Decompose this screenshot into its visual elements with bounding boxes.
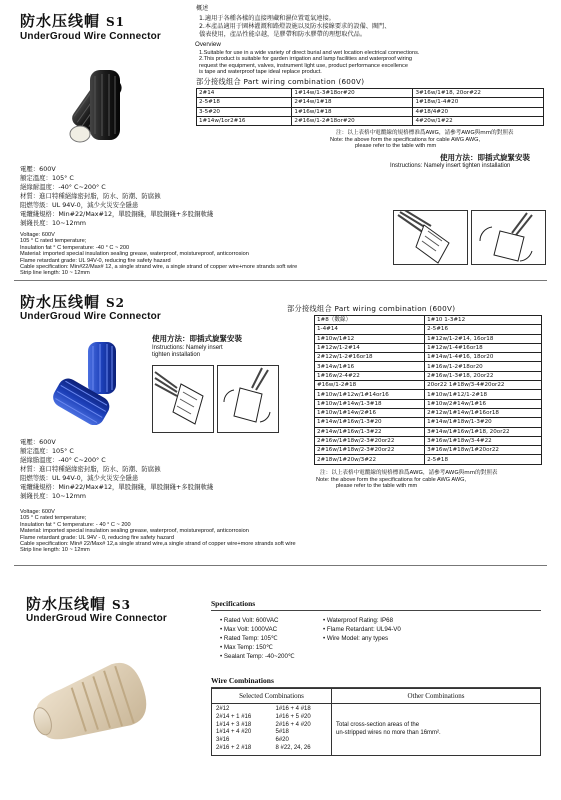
s1-table-cell: 3-5#20 <box>197 107 292 116</box>
s1-table-row <box>197 89 544 98</box>
s1-comb-table <box>196 88 544 126</box>
s2-table-cell: 1#10w/1#12w/1#14or16 <box>315 390 425 399</box>
s3-col-selected: Selected Combinations <box>212 689 332 704</box>
s3-wire-header: Wire Combinations <box>211 676 274 685</box>
s2-table-cell: 1#14w/1#18w/1-3#20 <box>425 418 542 427</box>
s2-title: 防水压线帽 S2 <box>20 293 126 311</box>
s2-table-cell: 1#16w/1-2#18or20 <box>425 362 542 371</box>
s2-comb-table <box>314 315 542 465</box>
s1-howto-cn: 使用方法：即插式旋緊安裝 <box>440 153 530 162</box>
s1-note-cn: 注：以上表格中電纜線的規格標准爲AWG，請參考AWG與mm的對照表 <box>336 130 514 136</box>
s1-title: 防水压线帽 S1 <box>20 12 126 30</box>
s2-table-cell: 1-4#14 <box>315 325 425 334</box>
s2-table-row <box>315 408 542 417</box>
s2-table-cell: 2#14w/1#16w/1-3#22 <box>315 427 425 436</box>
s2-table-row <box>315 399 542 408</box>
s3-other-text: Total cross-section areas of the un-stripped wires no more than 16mm². <box>332 704 541 756</box>
s1-code: S1 <box>106 15 126 29</box>
s2-table-row <box>315 418 542 427</box>
s2-table-cell: 1#16w/2-4#22 <box>315 371 425 380</box>
s2-table-cell: 1#14w/1-4#16, 18or20 <box>425 353 542 362</box>
s1-table-cell: 2#14w/1#18 <box>292 98 413 107</box>
s2-table-cell: 1#14w/1#16w/1-3#20 <box>315 418 425 427</box>
s2-table-cell: 2#16w/1#18w/2-3#20or22 <box>315 446 425 455</box>
s2-table-cell: 1#10 1-3#12 <box>425 316 542 325</box>
s2-table-cell: 20or22 1#18w/3-4#20or22 <box>425 381 542 390</box>
s2-table-cell: 2#12w/1#14w/1#16or18 <box>425 408 542 417</box>
s1-table-row <box>197 116 544 125</box>
s2-table-row <box>315 325 542 334</box>
s2-product-image <box>30 330 140 425</box>
s2-table-cell: 2-5#16 <box>425 325 542 334</box>
s2-table-cell: 2#12w/1-2#16or18 <box>315 353 425 362</box>
s1-table-cell: 2-5#18 <box>197 98 292 107</box>
s2-table-row <box>315 316 542 325</box>
s2-divider <box>14 565 547 566</box>
s1-specs-en: Voltage: 600V 105 ° C rated temperature; Insulation fat ° C temperature: -40 ° C ~ 200 Material: imported special insulation sealing grease, waterproof, moistureproof, anticorrosion Flame retardant grade: UL 94V-0, reducing fire safety hazard Cable specification: Min#22/Max# 12, a single strand wire, a single strand of copper wire+more strands soft wire Strip line length: 10 ~ 12mm <box>20 232 298 277</box>
s1-note-en-2: please refer to the table with mm <box>355 143 437 149</box>
s2-howto-step2 <box>217 365 279 433</box>
s2-code: S2 <box>106 296 126 310</box>
s2-comb-header: 部分接线组合 Part wiring combination (600V) <box>287 304 456 313</box>
s2-howto-cn: 使用方法：即插式旋緊安裝 <box>152 334 242 343</box>
s1-table-cell: 1#18w/1-4#20 <box>413 98 544 107</box>
s2-table-cell: 3#16w/1#18w/3-4#22 <box>425 436 542 445</box>
s2-table-cell: 3#16w/1#18w/1#20or22 <box>425 446 542 455</box>
s1-note-en-1: Note: the above form the specifications for cable AWG AWG, <box>330 137 481 143</box>
s1-subtitle: UnderGroud Wire Connector <box>20 31 162 42</box>
s2-note-en-1: Note: the above form the specifications for cable AWG AWG, <box>316 477 467 483</box>
s2-table-cell: 1#10w/1#12 <box>315 334 425 343</box>
s2-table-row <box>315 436 542 445</box>
s1-overview-en: 1.Suitable for use in a wide variety of direct burial and wet location electrical connections. 2.This product is suitable for garden irrigation and lamp facilities and waterproof wiring request the equipment, valves, instrument light use, product performance excellence is tape and waterproof tape ideal replace product. <box>199 50 420 76</box>
s2-subtitle: UnderGroud Wire Connector <box>20 311 162 322</box>
s2-table-cell: 1#12w/1-2#14 <box>315 343 425 352</box>
s1-table-cell: 1#14w/1or2#16 <box>197 116 292 125</box>
s3-spec-header: Specifications <box>211 599 256 608</box>
s1-howto-step2 <box>471 210 546 265</box>
s2-table-cell: 3#14w/1#16w/1#18, 20or22 <box>425 427 542 436</box>
s2-table-cell: #16w/1-2#18 <box>315 381 425 390</box>
s2-table-row <box>315 334 542 343</box>
s2-table-cell: 2#18w/1#20w/3#22 <box>315 455 425 464</box>
s1-table-cell: 4#18/4#20 <box>413 107 544 116</box>
s2-specs-en: Voltage: 600V 105 ° C rated temperature; Insulation fat ° C temperature: - 40 ° C ~ 200 Material: imported special insulation sealing grease, waterproof, moistureproof, anticorrosion Flame retardant grade: UL 94V - 0, reducing fire safety hazard Cable specification: Min# 22/Max# 12,a single strand wire,a single strand of copper wire+more strands soft wire Strip line length: 10 ~ 12mm <box>20 509 296 554</box>
s3-subtitle: UnderGroud Wire Connector <box>26 613 168 624</box>
s2-howto-en: Instructions: Namely insert tighten installation <box>152 345 223 358</box>
s1-table-cell: 2#14 <box>197 89 292 98</box>
s1-table-cell: 1#14w/1-3#18or#20 <box>292 89 413 98</box>
s1-table-cell: 2#16w/1-2#18or#20 <box>292 116 413 125</box>
s2-table-row <box>315 390 542 399</box>
s2-table-cell: 1#12w/1-4#16or18 <box>425 343 542 352</box>
s1-overview-label: 概述 <box>196 5 209 12</box>
s2-table-row <box>315 343 542 352</box>
s3-col-other: Other Combinations <box>332 689 541 704</box>
s1-overview-en-label: Overview <box>195 41 221 48</box>
s3-selected-a: 2#12 2#14 + 1 #16 1#14 + 3 #18 1#14 + 4 #20 3#16 2#16 + 2 #18 <box>212 704 272 756</box>
s1-howto-en: Instructions: Namely insert tighten installation <box>390 163 511 169</box>
s2-table-cell: 1#10w/1#14w/2#16 <box>315 408 425 417</box>
s2-table-cell: 1#10w/1#14w/1-3#18 <box>315 399 425 408</box>
s2-table-row <box>315 446 542 455</box>
s3-selected-b: 1#16 + 4 #18 1#16 + 5 #20 2#16 + 4 #20 5#18 6#20 8 #22, 24, 26 <box>272 704 332 756</box>
s3-spec-left: • Rated Volt: 600VAC • Max Volt: 1000VAC • Rated Temp: 105℃ • Max Temp: 150℃ • Sealant Temp: -40~200℃ <box>220 617 295 660</box>
s1-table-cell: 1#16w/1#18 <box>292 107 413 116</box>
s1-specs-cn: 電壓：600V 額定溫度：105° C 絕緣耐溫度：-40° C~200° C 材質：進口特種絕緣密封脂，防水、防潮、防腐蝕 阻燃等級：UL 94V-0，減少火災安全隱患 電纜綫規格：Min#22/Max#12，單股銅綫，單股銅綫+多股銅軟綫 剝綫長度：10~12mm <box>20 165 214 227</box>
s2-table-row <box>315 455 542 464</box>
s2-table-cell: 1#10w/2#14w/1#16 <box>425 399 542 408</box>
s2-table-cell: 3#14w/1#16 <box>315 362 425 371</box>
s2-howto-step1 <box>152 365 214 433</box>
s1-overview-cn: 1.適用于各種各樣的直接埋藏和濕位置電氣連接。 2.本產品適用于園林灌溉和路燈設施以及防水接線要求的設備、閥門、 儀表使用，產品性能卓越，是膠帶和防水膠帶的理想取代品。 <box>199 15 391 38</box>
s2-table-cell: 1#8（數線） <box>315 316 425 325</box>
s3-code: S3 <box>112 598 132 612</box>
s3-title: 防水压线帽 S3 <box>26 595 132 613</box>
s2-table-row <box>315 381 542 390</box>
s1-table-row <box>197 98 544 107</box>
s1-divider <box>14 280 547 281</box>
s2-table-cell: 2#16w/1#18w/2-3#20or22 <box>315 436 425 445</box>
s2-table-row <box>315 353 542 362</box>
s3-spec-right: • Waterproof Rating: IP68 • Flame Retardant: UL94-V0 • Wire Model: any types <box>323 617 401 642</box>
s1-table-row <box>197 107 544 116</box>
s1-table-cell: 3#16w/1#18, 20or#22 <box>413 89 544 98</box>
s1-product-image <box>40 58 130 158</box>
s2-specs-cn: 電壓：600V 額定溫度：105° C 絕緣脂溫度：-40° C~200° C 材質：進口特種絕緣密封脂，防水、防潮、防腐蝕 阻燃等級：UL 94V-0，減少火災安全隱患 電纜綫規格：Min#22/Max#12，單股銅綫，單股銅綫+多股銅軟綫 剝綫長度：10~12mm <box>20 438 214 500</box>
s2-table-cell: 2-5#18 <box>425 455 542 464</box>
s2-table-row <box>315 371 542 380</box>
s2-table-cell: 2#16w/1-3#18, 20or22 <box>425 371 542 380</box>
s1-howto-step1 <box>393 210 468 265</box>
s2-table-row <box>315 362 542 371</box>
s3-comb-table <box>211 688 541 756</box>
s3-product-image <box>30 640 165 770</box>
s2-note-cn: 注：以上表格中電纜線的規格標准爲AWG，請參考AWG與mm的對照表 <box>320 470 498 476</box>
s3-spec-rule <box>211 610 541 611</box>
s2-table-row <box>315 427 542 436</box>
s2-table-cell: 1#12w/1-2#14, 16or18 <box>425 334 542 343</box>
s2-note-en-2: please refer to the table with mm <box>336 483 418 489</box>
s1-table-cell: 4#20w/1#22 <box>413 116 544 125</box>
s2-table-cell: 1#10w/1#12/1-2#18 <box>425 390 542 399</box>
s1-comb-header: 部分接线组合 Part wiring combination (600V) <box>196 77 365 86</box>
